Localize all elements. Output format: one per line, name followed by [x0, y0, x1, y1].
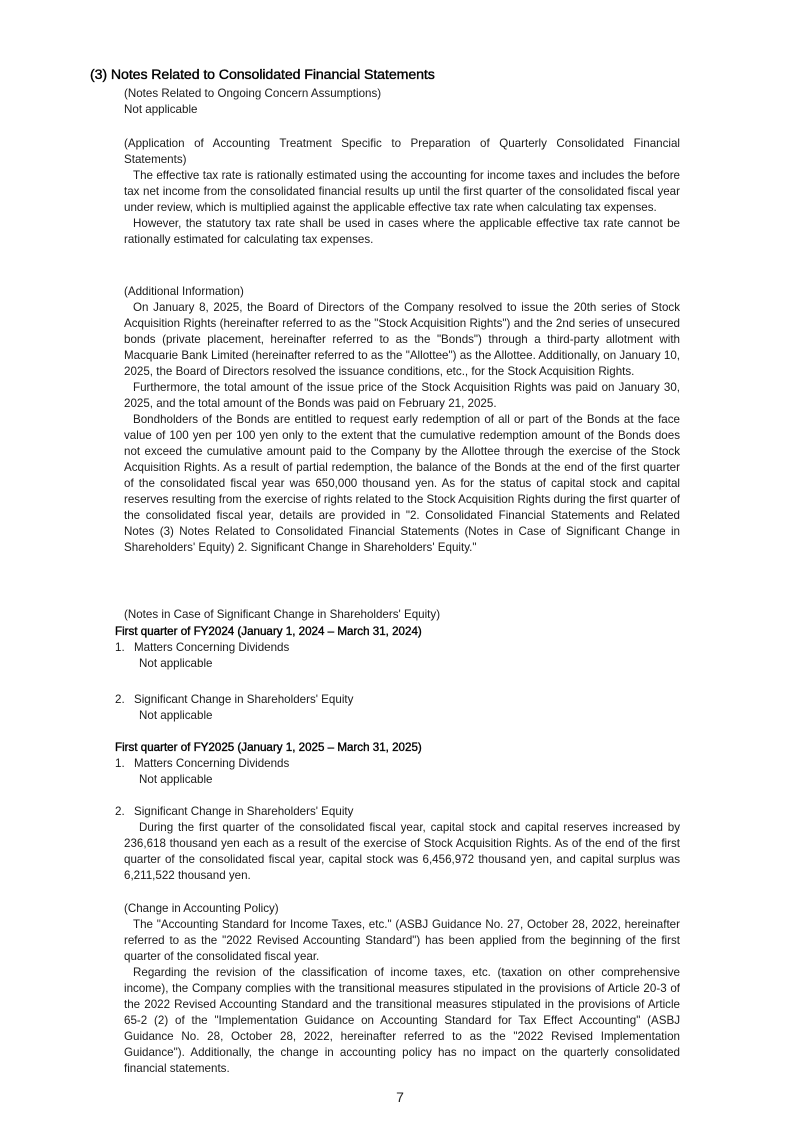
page-number: 7 — [396, 1089, 404, 1105]
additional-info-paragraph: Furthermore, the total amount of the issue price of the Stock Acquisition Rights was paid on January 30, 2025, and the total amount of the Bonds was paid on February 21, 2025. — [124, 381, 680, 410]
accounting-policy-paragraph: Regarding the revision of the classification of income taxes, etc. (taxation on other comprehensive income), the Company complies with the transitional measures stipulated in the provisions of Article 20-3 of the 2022 Revised Accounting Standard and the transitional measures stipulated in the provisions of Article 65-2 (2) of the "Implementation Guidance on Accounting Standard for Tax Effect Accounting" (ASBJ Guidance No. 28, October 28, 2022, hereinafter referred to as the "2022 Revised Implementation Guidance"). Additionally, the change in accounting policy has no impact on the quarterly consolidated financial statements. — [124, 966, 680, 1075]
additional-info-paragraph: On January 8, 2025, the Board of Directors of the Company resolved to issue the 20th series of Stock Acquisition Rights (hereinafter referred to as the "Stock Acquisition Rights") and the 2nd series of unsecured bonds (private placement, hereinafter referred to as the "Bonds") through a third-party allotment with Macquarie Bank Limited (hereinafter referred to as the "Allottee") as the Allottee. Additionally, on January 10, 2025, the Board of Directors resolved the issuance conditions, etc., for the Stock Acquisition Rights. — [124, 301, 680, 378]
fy2025-heading: First quarter of FY2025 (January 1, 2025 – March 31, 2025) — [115, 741, 422, 754]
accounting-policy-heading: (Change in Accounting Policy) — [124, 902, 279, 915]
accounting-policy-section — [124, 901, 680, 1077]
fy2025-equity-change-body — [124, 820, 680, 884]
item-label: Significant Change in Shareholders' Equity — [134, 693, 354, 706]
fy2024-equity-change-body: Not applicable — [139, 709, 213, 722]
item-number: 2. — [115, 693, 125, 706]
going-concern-heading: (Notes Related to Ongoing Concern Assumptions) — [124, 87, 382, 100]
item-label: Matters Concerning Dividends — [134, 757, 290, 770]
item-number: 1. — [115, 641, 125, 654]
item-number: 2. — [115, 805, 125, 818]
going-concern-body: Not applicable — [124, 103, 198, 116]
additional-info-paragraph: Bondholders of the Bonds are entitled to request early redemption of all or part of the Bonds at the face value of 100 yen per 100 yen only to the extent that the cumulative redemption amount of the Bonds does not exceed the cumulative amount paid to the Company by the Allottee through the exercise of the Stock Acquisition Rights. As a result of partial redemption, the balance of the Bonds at the end of the first quarter of the consolidated fiscal year was 650,000 thousand yen. As for the status of capital stock and capital reserves resulting from the exercise of rights related to the Stock Acquisition Rights during the first quarter of the consolidated fiscal year, details are provided in "2. Consolidated Financial Statements and Related Notes (3) Notes Related to Consolidated Financial Statements (Notes in Case of Significant Change in Shareholders' Equity) 2. Significant Change in Shareholders' Equity." — [124, 413, 680, 554]
additional-info-heading: (Additional Information) — [124, 285, 244, 298]
fy2024-dividends-body: Not applicable — [139, 657, 213, 670]
quarterly-accounting-paragraph: However, the statutory tax rate shall be used in cases where the applicable effective tax rate cannot be rationally estimated for calculating tax expenses. — [124, 217, 680, 246]
fy2024-item-dividends — [115, 640, 289, 656]
section-title: (3) Notes Related to Consolidated Financial Statements — [90, 67, 435, 83]
fy2024-heading: First quarter of FY2024 (January 1, 2024 – March 31, 2024) — [115, 625, 422, 638]
fy2025-dividends-body: Not applicable — [139, 773, 213, 786]
going-concern-section — [124, 86, 680, 118]
equity-notes-heading: (Notes in Case of Significant Change in Shareholders' Equity) — [124, 608, 441, 621]
item-number: 1. — [115, 757, 125, 770]
fy2025-item-equity-change — [115, 804, 353, 820]
fy2024-item-equity-change — [115, 692, 353, 708]
fy2025-item-dividends — [115, 756, 289, 772]
quarterly-accounting-paragraph: The effective tax rate is rationally estimated using the accounting for income taxes and includes the before tax net income from the consolidated financial results up until the first quarter of the consolidated fiscal year under review, which is multiplied against the applicable effective tax rate when calculating tax expenses. — [124, 169, 680, 214]
equity-change-text: During the first quarter of the consolidated fiscal year, capital stock and capital reserves increased by 236,618 thousand yen each as a result of the exercise of Stock Acquisition Rights. As of the end of the first quarter of the consolidated fiscal year, capital stock was 6,456,972 thousand yen, and capital surplus was 6,211,522 thousand yen. — [124, 821, 680, 882]
item-label: Significant Change in Shareholders' Equity — [134, 805, 354, 818]
item-label: Matters Concerning Dividends — [134, 641, 290, 654]
quarterly-accounting-section — [124, 136, 680, 248]
quarterly-accounting-heading: (Application of Accounting Treatment Specific to Preparation of Quarterly Consolidated Financial Statements) — [124, 137, 680, 166]
accounting-policy-paragraph: The "Accounting Standard for Income Taxes, etc." (ASBJ Guidance No. 27, October 28, 2022, hereinafter referred to as the "2022 Revised Accounting Standard") has been applied from the beginning of the first quarter of the consolidated fiscal year. — [124, 918, 680, 963]
additional-info-section — [124, 284, 680, 556]
